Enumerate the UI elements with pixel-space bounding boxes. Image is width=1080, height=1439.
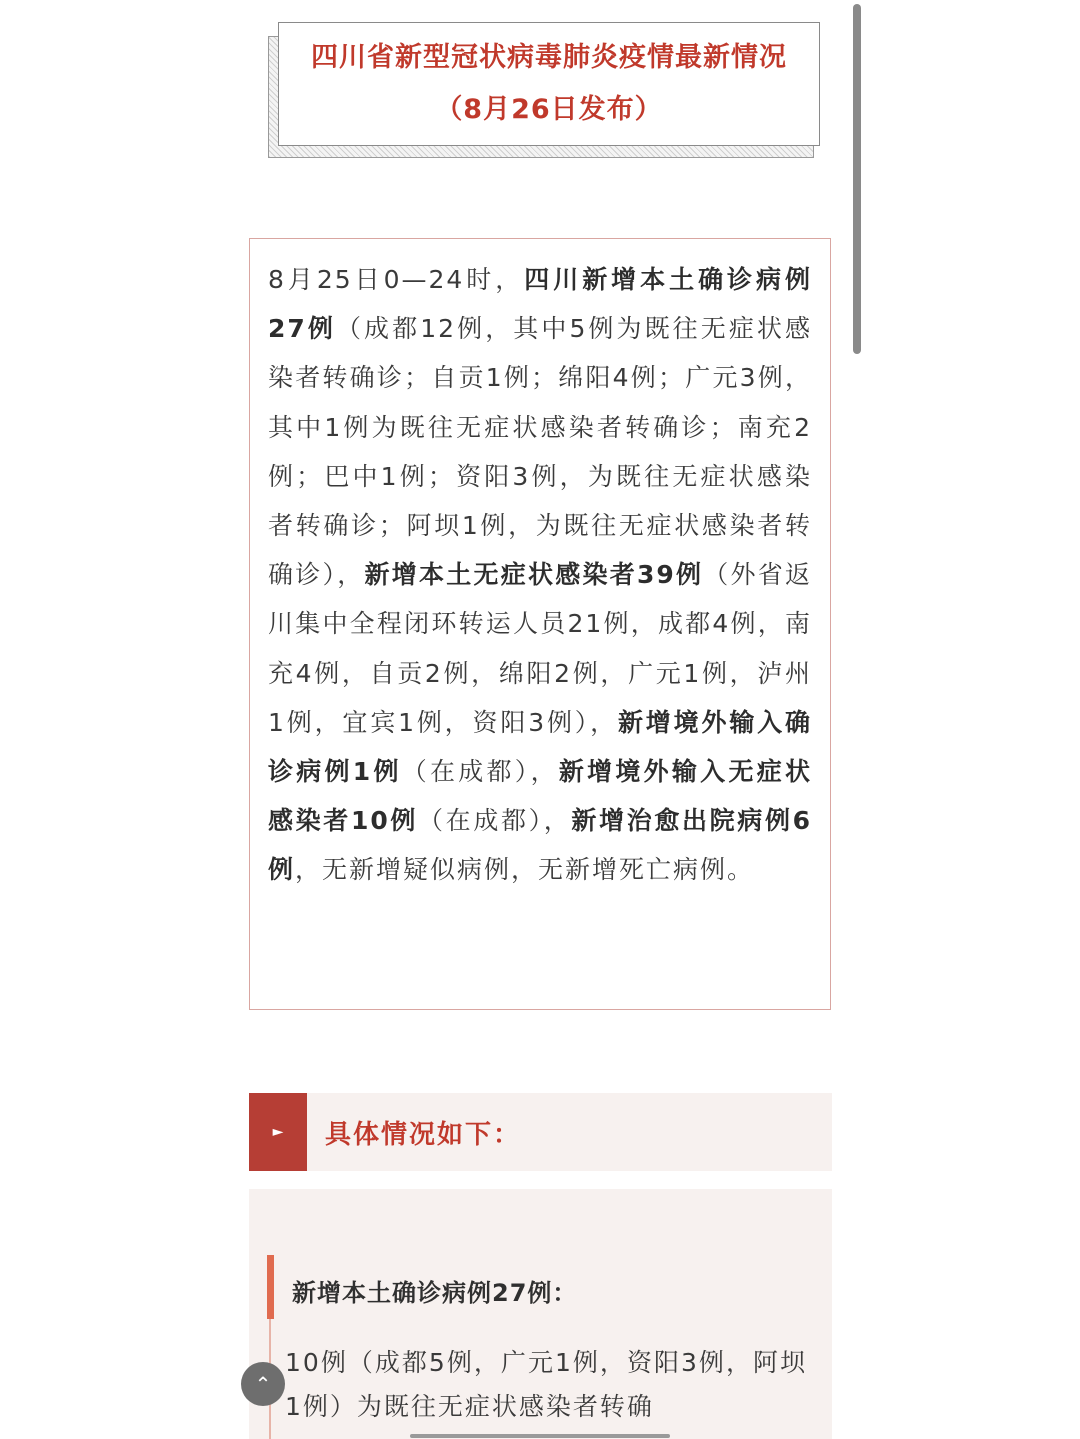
page-title: 四川省新型冠状病毒肺炎疫情最新情况: [311, 42, 787, 73]
vertical-scrollbar[interactable]: [853, 4, 861, 354]
summary-paragraph: [268, 255, 812, 895]
summary-highlight: 新增本土无症状感染者39例: [364, 560, 704, 590]
title-box: [278, 22, 820, 146]
summary-highlight: 四川新增本土确诊病例27例: [268, 265, 812, 344]
back-to-top-button[interactable]: [241, 1362, 285, 1406]
chevron-up-icon: ⌃: [254, 1372, 272, 1396]
summary-highlight: 新增境外输入无症状感染者10例: [268, 757, 812, 836]
summary-highlight: 新增境外输入确诊病例1例: [268, 707, 812, 787]
section-header: [249, 1093, 832, 1171]
detail-accent-bar: [267, 1255, 274, 1319]
section-marker: [249, 1093, 307, 1171]
summary-highlight: 新增治愈出院病例6例: [268, 806, 812, 885]
page-subtitle-date: （8月26日发布）: [435, 94, 663, 125]
detail-text: 10例（成都5例，广元1例，资阳3例，阿坝1例）为既往无症状感染者转确: [285, 1348, 807, 1421]
summary-text-run: 8月25日0—24时，: [268, 265, 525, 294]
section-title: 具体情况如下：: [325, 1119, 522, 1150]
summary-box: [249, 238, 831, 1010]
summary-text-run: （成都12例，其中5例为既往无症状感染者转确诊；自贡1例；绵阳4例；广元3例，其中1例为既往无症状感染者转确诊；南充2例；巴中1例；资阳3例，为既往无症状感染者转确诊；阿坝1例，为既往无症状感染者转确诊），: [268, 314, 813, 590]
detail-panel: [249, 1189, 832, 1439]
horizontal-scroll-indicator: [410, 1434, 670, 1438]
triangle-right-icon: ►: [272, 1124, 284, 1140]
summary-text-run: （外省返川集中全程闭环转运人员21例，成都4例，南充4例，自贡2例，绵阳2例，广元1例，泸州1例，宜宾1例，资阳3例），: [268, 560, 812, 737]
summary-text-run: （在成都），: [418, 806, 572, 836]
title-card: [268, 22, 820, 156]
summary-text-run: （在成都），: [401, 757, 559, 787]
summary-text-run: ，无新增疑似病例，无新增死亡病例。: [295, 855, 755, 885]
detail-title: 新增本土确诊病例27例：: [292, 1279, 578, 1307]
